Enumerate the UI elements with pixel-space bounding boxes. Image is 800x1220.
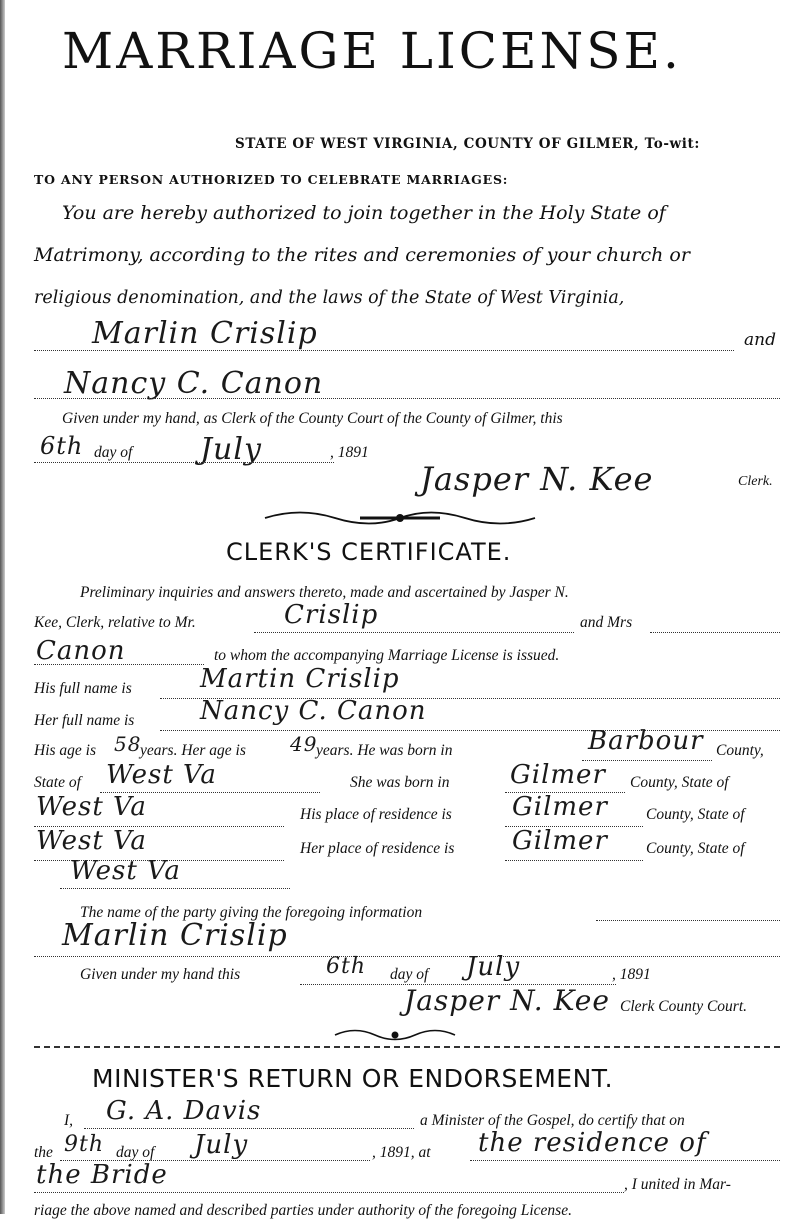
- section-divider: [34, 1046, 780, 1048]
- mr-line: [254, 632, 574, 633]
- clerk-signature: Jasper N. Kee: [420, 460, 654, 498]
- county-label-1: County,: [716, 742, 764, 759]
- minister-year: , 1891, at: [372, 1144, 431, 1161]
- license-body-line-2: Matrimony, according to the rites and ceremonies of your church or: [34, 244, 690, 266]
- cert-sig-label: Clerk County Court.: [620, 998, 748, 1015]
- her-res-state-line: [60, 888, 290, 889]
- minister-united: , I united in Mar-: [624, 1176, 731, 1193]
- minister-place-2: the Bride: [36, 1160, 168, 1190]
- cert-line-2a: Kee, Clerk, relative to Mr.: [34, 614, 196, 631]
- her-name-label: Her full name is: [34, 712, 135, 729]
- her-age: 49: [290, 732, 318, 756]
- mr-name: Crislip: [284, 600, 379, 630]
- his-res-state: West Va: [36, 826, 147, 856]
- groom-line: [34, 350, 734, 351]
- minister-certify: a Minister of the Gospel, do certify that on: [420, 1112, 685, 1129]
- license-date-line: [34, 462, 334, 463]
- his-res-label: His place of residence is: [300, 806, 452, 823]
- state-line: STATE OF WEST VIRGINIA, COUNTY OF GILMER, To-wit:: [235, 136, 700, 152]
- bride-line: [34, 398, 780, 399]
- his-age: 58: [114, 732, 142, 756]
- his-res-county: Gilmer: [512, 792, 608, 822]
- and-word: and: [744, 330, 776, 350]
- informant-label: The name of the party giving the foregoing information: [80, 904, 423, 921]
- license-day-num: 6th: [40, 432, 84, 460]
- minister-day: 9th: [64, 1132, 105, 1157]
- her-birth-state: West Va: [36, 792, 147, 822]
- cert-day: 6th: [326, 954, 367, 979]
- county-state-of-3: County, State of: [646, 840, 745, 857]
- cert-month: July: [466, 952, 521, 982]
- minister-day-of: day of: [116, 1144, 155, 1161]
- cert-line-1: Preliminary inquiries and answers thereto, made and ascertained by Jasper N.: [80, 584, 569, 601]
- his-age-label: His age is: [34, 742, 96, 759]
- her-res-state: West Va: [70, 856, 181, 886]
- his-birth-state: West Va: [106, 760, 217, 790]
- her-res-county: Gilmer: [512, 826, 608, 856]
- informant-label-line: [596, 920, 780, 921]
- mrs-line-top: [650, 632, 780, 633]
- license-body-line-1: You are hereby authorized to join together in the Holy State of: [62, 202, 666, 224]
- license-body-line-3: religious denomination, and the laws of the State of West Virginia,: [34, 288, 625, 308]
- minister-place-line-2: [34, 1192, 624, 1193]
- cert-signature: Jasper N. Kee: [404, 984, 610, 1017]
- ornament-small: [330, 1024, 460, 1046]
- license-year: , 1891: [330, 444, 369, 461]
- to-any-person: TO ANY PERSON AUTHORIZED TO CELEBRATE MARRIAGES:: [34, 172, 509, 187]
- informant-line: [34, 956, 780, 957]
- county-state-of-1: County, State of: [630, 774, 729, 791]
- his-birth-county: Barbour: [588, 726, 704, 756]
- minister-name: G. A. Davis: [106, 1096, 262, 1126]
- state-of-label: State of: [34, 774, 81, 791]
- cert-day-of: day of: [390, 966, 429, 983]
- minister-month: July: [194, 1130, 249, 1160]
- minister-last-line: riage the above named and described parties under authority of the foregoing License.: [34, 1202, 572, 1219]
- county-state-of-2: County, State of: [646, 806, 745, 823]
- informant-name: Marlin Crislip: [62, 918, 288, 953]
- bride-name: Nancy C. Canon: [64, 366, 324, 401]
- his-name-label: His full name is: [34, 680, 132, 697]
- license-month: July: [200, 432, 262, 467]
- certificate-title: CLERK'S CERTIFICATE.: [226, 538, 512, 566]
- minister-place-1: the residence of: [478, 1128, 707, 1158]
- given-under-line: Given under my hand, as Clerk of the County Court of the County of Gilmer, this: [62, 410, 563, 427]
- her-res-county-line: [505, 860, 643, 861]
- his-full-name: Martin Crislip: [200, 664, 400, 694]
- license-day-of: day of: [94, 444, 133, 461]
- her-full-name: Nancy C. Canon: [200, 696, 427, 726]
- mrs-name: Canon: [36, 636, 126, 666]
- minister-the: the: [34, 1144, 53, 1161]
- her-birth-county: Gilmer: [510, 760, 606, 790]
- mrs-line: [34, 664, 204, 665]
- groom-name: Marlin Crislip: [92, 316, 318, 351]
- she-born-label: She was born in: [350, 774, 450, 791]
- clerk-label: Clerk.: [738, 474, 773, 489]
- left-scan-edge: [0, 0, 5, 1214]
- minister-place-line-1: [470, 1160, 780, 1161]
- cert-year: , 1891: [612, 966, 651, 983]
- ornament-divider: [260, 505, 540, 531]
- given-this-label: Given under my hand this: [80, 966, 241, 983]
- years-born: years. He was born in: [316, 742, 453, 759]
- her-res-label: Her place of residence is: [300, 840, 455, 857]
- license-title: MARRIAGE LICENSE.: [62, 22, 682, 80]
- to-whom: to whom the accompanying Marriage License is issued.: [214, 647, 560, 664]
- and-mrs: and Mrs: [580, 614, 633, 631]
- minister-i: I,: [64, 1112, 74, 1129]
- minister-title: MINISTER'S RETURN OR ENDORSEMENT.: [92, 1064, 614, 1093]
- years-her-age: years. Her age is: [140, 742, 246, 759]
- minister-name-line: [84, 1128, 414, 1129]
